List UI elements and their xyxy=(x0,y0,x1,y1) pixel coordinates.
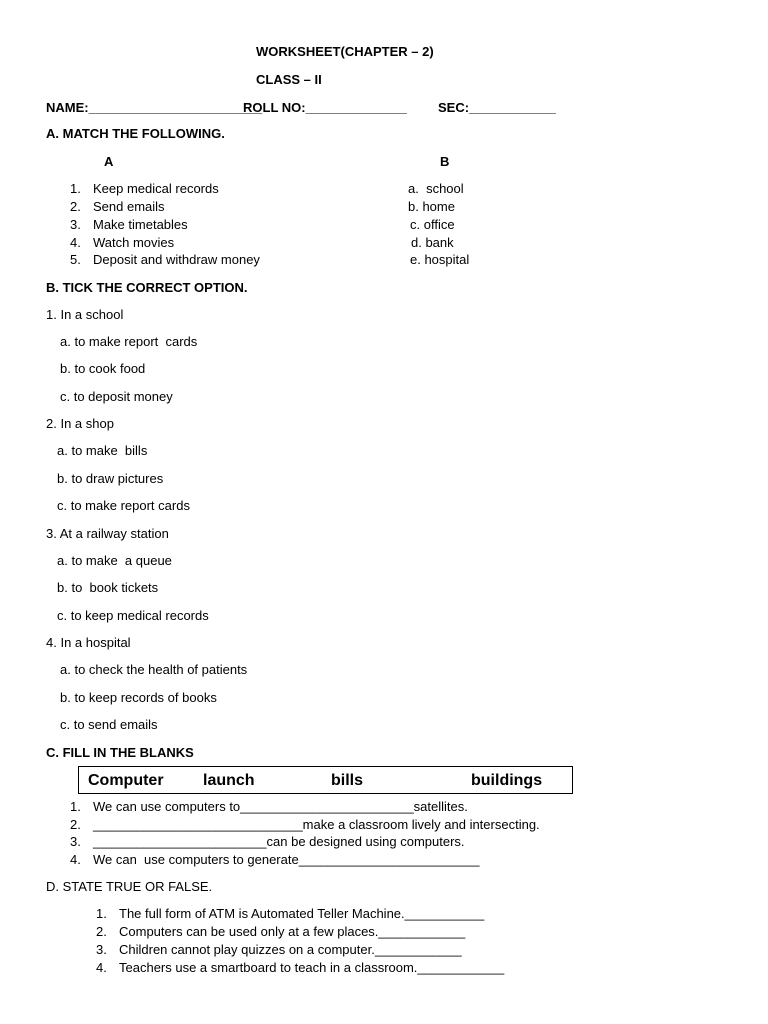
column-a-label: A xyxy=(104,154,114,169)
fill-blank-item: We can use computers to generate_________________________ xyxy=(93,852,480,867)
list-item: Deposit and withdraw money xyxy=(93,252,260,267)
list-item: e. hospital xyxy=(410,252,470,267)
option: a. to make report cards xyxy=(60,334,198,349)
list-item-number: 1. xyxy=(70,799,81,814)
option: c. to send emails xyxy=(60,717,158,732)
list-item: Make timetables xyxy=(93,217,188,232)
fill-blank-item: _____________________________make a classroom lively and intersecting. xyxy=(93,817,540,832)
option: c. to deposit money xyxy=(60,389,173,404)
question-1: 1. In a school xyxy=(46,307,124,322)
word-bank-word: bills xyxy=(331,772,364,789)
option: b. to draw pictures xyxy=(57,471,164,486)
worksheet-title: WORKSHEET(CHAPTER – 2) xyxy=(256,44,434,59)
option: c. to make report cards xyxy=(57,498,190,513)
column-b-label: B xyxy=(440,154,450,169)
true-false-item: Computers can be used only at a few places.____________ xyxy=(119,924,466,939)
class-label: CLASS – II xyxy=(256,72,322,87)
list-item: Watch movies xyxy=(93,235,175,250)
section-c-heading: C. FILL IN THE BLANKS xyxy=(46,745,194,760)
roll-no-field: ROLL NO:______________ xyxy=(243,100,407,115)
list-item: a. school xyxy=(408,181,464,196)
list-item-number: 2. xyxy=(70,817,81,832)
fill-blank-item: We can use computers to________________________satellites. xyxy=(93,799,468,814)
true-false-item: Children cannot play quizzes on a computer.____________ xyxy=(119,942,462,957)
word-bank-word: buildings xyxy=(471,772,543,789)
question-4: 4. In a hospital xyxy=(46,635,131,650)
fill-blank-item: ________________________can be designed using computers. xyxy=(93,834,465,849)
true-false-item: The full form of ATM is Automated Teller Machine.___________ xyxy=(119,906,485,921)
list-item: Send emails xyxy=(93,199,165,214)
option: a. to make a queue xyxy=(57,553,172,568)
list-item: b. home xyxy=(408,199,455,214)
list-item-number: 1. xyxy=(96,906,107,921)
option: b. to book tickets xyxy=(57,580,159,595)
list-item-number: 2. xyxy=(70,199,81,214)
question-2: 2. In a shop xyxy=(46,416,114,431)
list-item-number: 1. xyxy=(70,181,81,196)
list-item-number: 3. xyxy=(96,942,107,957)
section-d-heading: D. STATE TRUE OR FALSE. xyxy=(46,879,213,894)
word-bank-box xyxy=(78,766,573,794)
option: a. to check the health of patients xyxy=(60,662,248,677)
list-item: c. office xyxy=(410,217,455,232)
question-3: 3. At a railway station xyxy=(46,526,169,541)
word-bank-word: launch xyxy=(203,772,255,789)
option: a. to make bills xyxy=(57,443,148,458)
section-a-heading: A. MATCH THE FOLLOWING. xyxy=(46,126,225,141)
word-bank-word: Computer xyxy=(88,772,164,789)
option: b. to keep records of books xyxy=(60,690,217,705)
list-item-number: 3. xyxy=(70,217,81,232)
list-item: Keep medical records xyxy=(93,181,219,196)
option: c. to keep medical records xyxy=(57,608,209,623)
list-item-number: 4. xyxy=(96,960,107,975)
option: b. to cook food xyxy=(60,361,146,376)
list-item-number: 5. xyxy=(70,252,81,267)
section-b-heading: B. TICK THE CORRECT OPTION. xyxy=(46,280,248,295)
list-item-number: 2. xyxy=(96,924,107,939)
list-item-number: 4. xyxy=(70,852,81,867)
name-field: NAME:________________________ xyxy=(46,100,263,115)
list-item-number: 3. xyxy=(70,834,81,849)
list-item: d. bank xyxy=(411,235,454,250)
true-false-item: Teachers use a smartboard to teach in a classroom.____________ xyxy=(119,960,505,975)
list-item-number: 4. xyxy=(70,235,81,250)
section-field: SEC:____________ xyxy=(438,100,556,115)
